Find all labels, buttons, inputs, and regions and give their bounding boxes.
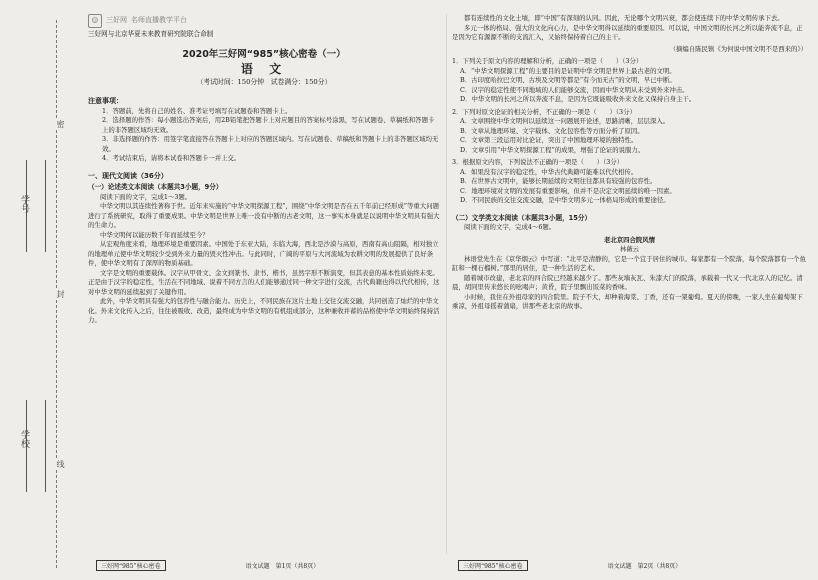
seal-mark-feng: 封 xyxy=(56,290,65,298)
page-right xyxy=(452,14,807,312)
logo xyxy=(88,14,440,28)
question-2 xyxy=(452,108,807,156)
option-a: A．“中华文明探源工程”的主要目的是证明中华文明是世界上最古老的文明。 xyxy=(460,66,676,75)
passage-source: （摘编自陈民镇《为何说中国文明不是西来的》） xyxy=(669,44,807,53)
option-d: D．中华文明的长河之所以奔流不息，是因为它既能吸收外来文化又保持自身主干。 xyxy=(460,95,696,103)
notice-item: 4．考试结束后，请将本试卷和答题卡一并上交。 xyxy=(102,154,241,162)
story-paragraph: 随着城市改建，老北京的四合院已经越来越少了。那些灰墙灰瓦、朱漆大门的院落，承载着一代又一代北京人的记忆。清晨，胡同里传来悠长的吆喝声；黄昏，院子里飘出饭菜的香味。 xyxy=(452,273,803,291)
passage-paragraph: 中华文明何以能历数千年而延续至今？ xyxy=(100,230,209,239)
notice-item: 3．非选择题的作答：用签字笔直接答在答题卡上对应的答题区域内。写在试题卷、草稿纸和答题卡上的非答题区域均无效。 xyxy=(102,135,439,153)
footer-tag: 三好网“985”核心密卷 xyxy=(96,560,166,571)
question-1 xyxy=(452,57,807,105)
option-c: C．汉字的稳定性使不同地域的人们能够交流，因而中华文明从未受到外来冲击。 xyxy=(460,85,689,94)
option-a: A．文章围绕中华文明何以延续这一问题展开论述，思路清晰，层层深入。 xyxy=(460,117,670,125)
passage-paragraph: 此外，中华文明具有强大的包容性与融合能力。历史上，不同民族在这片土地上交往交流交融，共同创造了灿烂的中华文化。外来文化传入之后，往往被吸收、改造，最终成为中华文明的有机组成部分，这种兼收并蓄的品格使中华文明始终保持活力。 xyxy=(88,297,440,324)
notice-heading: 注意事项： xyxy=(88,97,123,105)
story-title: 老北京四合院风情 xyxy=(603,235,656,244)
option-a: A．如果没有汉字的稳定性，中华古代典籍可能难以代代相传。 xyxy=(460,167,638,176)
logo-subtext: 名师直播教学平台 xyxy=(131,16,187,25)
subsection-heading: （二）文学类文本阅读（本题共3小题，15分） xyxy=(452,213,592,222)
story-paragraph: 小时候，我住在外祖母家的四合院里。院子不大，却种着海棠、丁香，还有一架葡萄。夏天的傍晚，一家人坐在葡萄架下乘凉，外祖母摇着蒲扇，讲那些老北京的故事。 xyxy=(452,292,803,310)
passage-paragraph: 中华文明以其连续性著称于世。近年来实施的“中华文明探源工程”，围绕“中华文明是否在五千年前已经形成”等重大问题进行了系统研究，取得了重要成果。中华文明是世界上唯一没有中断的古老文明，这一事实本身就足以说明中华文明具有强大的生命力。 xyxy=(88,202,440,229)
question-stem: 1．下列关于原文内容的理解和分析，正确的一项是（ ）（3分） xyxy=(452,57,643,65)
section-heading: 一、现代文阅读（36分） xyxy=(88,171,168,180)
notice-item: 2．选择题的作答：每小题选出答案后，用2B铅笔把答题卡上对应题目的答案标号涂黑，写在试题卷、草稿纸和答题卡上的非答题区域均无效。 xyxy=(102,116,435,134)
option-c: C．文章第三段运用对比论证，突出了中国地理环境的独特性。 xyxy=(460,136,638,144)
subsection-heading: （一）论述类文本阅读（本题共3小题，9分） xyxy=(88,183,223,191)
option-b: B．古印度哈拉巴文明、古埃及文明等都是“有今而无古”的文明，早已中断。 xyxy=(460,76,676,84)
page-number: 语文试题 第2页（共8页） xyxy=(607,563,682,570)
exam-title: 2020年三好网“985”核心密卷（一） xyxy=(182,48,346,60)
footer-right xyxy=(458,560,681,571)
notice-item: 1．答题前，先将自己的姓名、准考证号填写在试题卷和答题卡上。 xyxy=(102,106,292,115)
student-id-label: 学号 xyxy=(19,195,29,213)
passage-paragraph: 文字是文明的重要载体。汉字从甲骨文、金文到篆书、隶书、楷书，虽然字形不断演变，但其表意的基本性质始终未变。正是由于汉字的稳定性，生活在不同地域、说着不同方言的人们能够通过同一种文字进行交流，古代典籍也得以代代相传，这对中华文明的延续起到了关键作用。 xyxy=(88,268,440,296)
school-label: 学校 xyxy=(19,430,29,448)
option-b: B．文章从地理环境、文字载体、文化包容性等方面分析了原因。 xyxy=(460,126,644,135)
passage-paragraph: 都有连续性的文化土壤，即“中国”有深刻的认同。因此，无论哪个文明兴衰，都会使连续下的中华文明传承下去。 xyxy=(464,14,784,22)
option-c: C．地理环境对文明的发展有重要影响，但并不是决定文明延续的唯一因素。 xyxy=(460,186,676,195)
story-author: 林薇云 xyxy=(619,245,640,253)
passage-paragraph: 多元一体的格局、强大的文化向心力，是中华文明得以延续的重要原因。可以说，中国文明的长河之所以能奔流不息，正是因为它有源源不断的支流汇入，又始终保持着自己的主干。 xyxy=(452,23,803,41)
footer-tag: 三好网“985”核心密卷 xyxy=(458,560,528,571)
option-d: D．文章引用“中华文明探源工程”的成果，增强了论证的说服力。 xyxy=(460,145,645,154)
option-d: D．不同民族的交往交流交融，是中华文明多元一体格局形成的重要途径。 xyxy=(460,196,670,204)
seal-mark-xian: 线 xyxy=(56,460,65,468)
issuer-line: 三好网与北京华夏未来教育研究院联合命制 xyxy=(88,30,214,38)
reading-instruction: 阅读下面的文字，完成1～3题。 xyxy=(100,192,192,201)
exam-meta: （考试时间：150分钟 试卷满分：150分） xyxy=(196,77,332,86)
passage-paragraph: 从宏观角度来看，地理环境是重要因素。中国处于东亚大陆，东临大海，西北是沙漠与高原，西南有高山阻隔，相对独立的地理单元使中华文明较少受到外来力量的毁灭性冲击。与此同时，广阔的平原与大河流域为农耕文明的发展提供了良好条件，使中华文明有了深厚的物质基础。 xyxy=(88,240,439,267)
question-stem: 2．下列对原文论证的相关分析，不正确的一项是（ ）（3分） xyxy=(452,107,636,116)
page-number: 语文试题 第1页（共8页） xyxy=(245,563,320,570)
logo-icon: ☺ xyxy=(88,14,102,28)
page-divider xyxy=(446,14,447,554)
story-paragraph: 林语堂先生在《京华烟云》中写道：“北平是清静的，它是一个宜于居住的城市。每家都有一个院落，每个院落都有一个鱼缸和一棵石榴树。”那里的居住，是一种生活的艺术。 xyxy=(452,254,806,272)
seal-mark-mi: 密 xyxy=(56,120,65,128)
reading-instruction: 阅读下面的文字，完成4～6题。 xyxy=(464,223,556,231)
notice-list xyxy=(88,107,440,164)
question-3 xyxy=(452,158,807,206)
option-b: B．在世界古文明中，能够长期延续的文明往往都具有较强的包容性。 xyxy=(460,177,657,185)
logo-text: 三好网 xyxy=(106,16,127,25)
footer-left xyxy=(96,560,319,571)
subject-title: 语 文 xyxy=(240,62,288,76)
question-stem: 3．根据原文内容，下列说法不正确的一项是（ ）（3分） xyxy=(452,158,624,166)
page-left xyxy=(88,14,440,326)
binding-margin xyxy=(0,0,72,580)
